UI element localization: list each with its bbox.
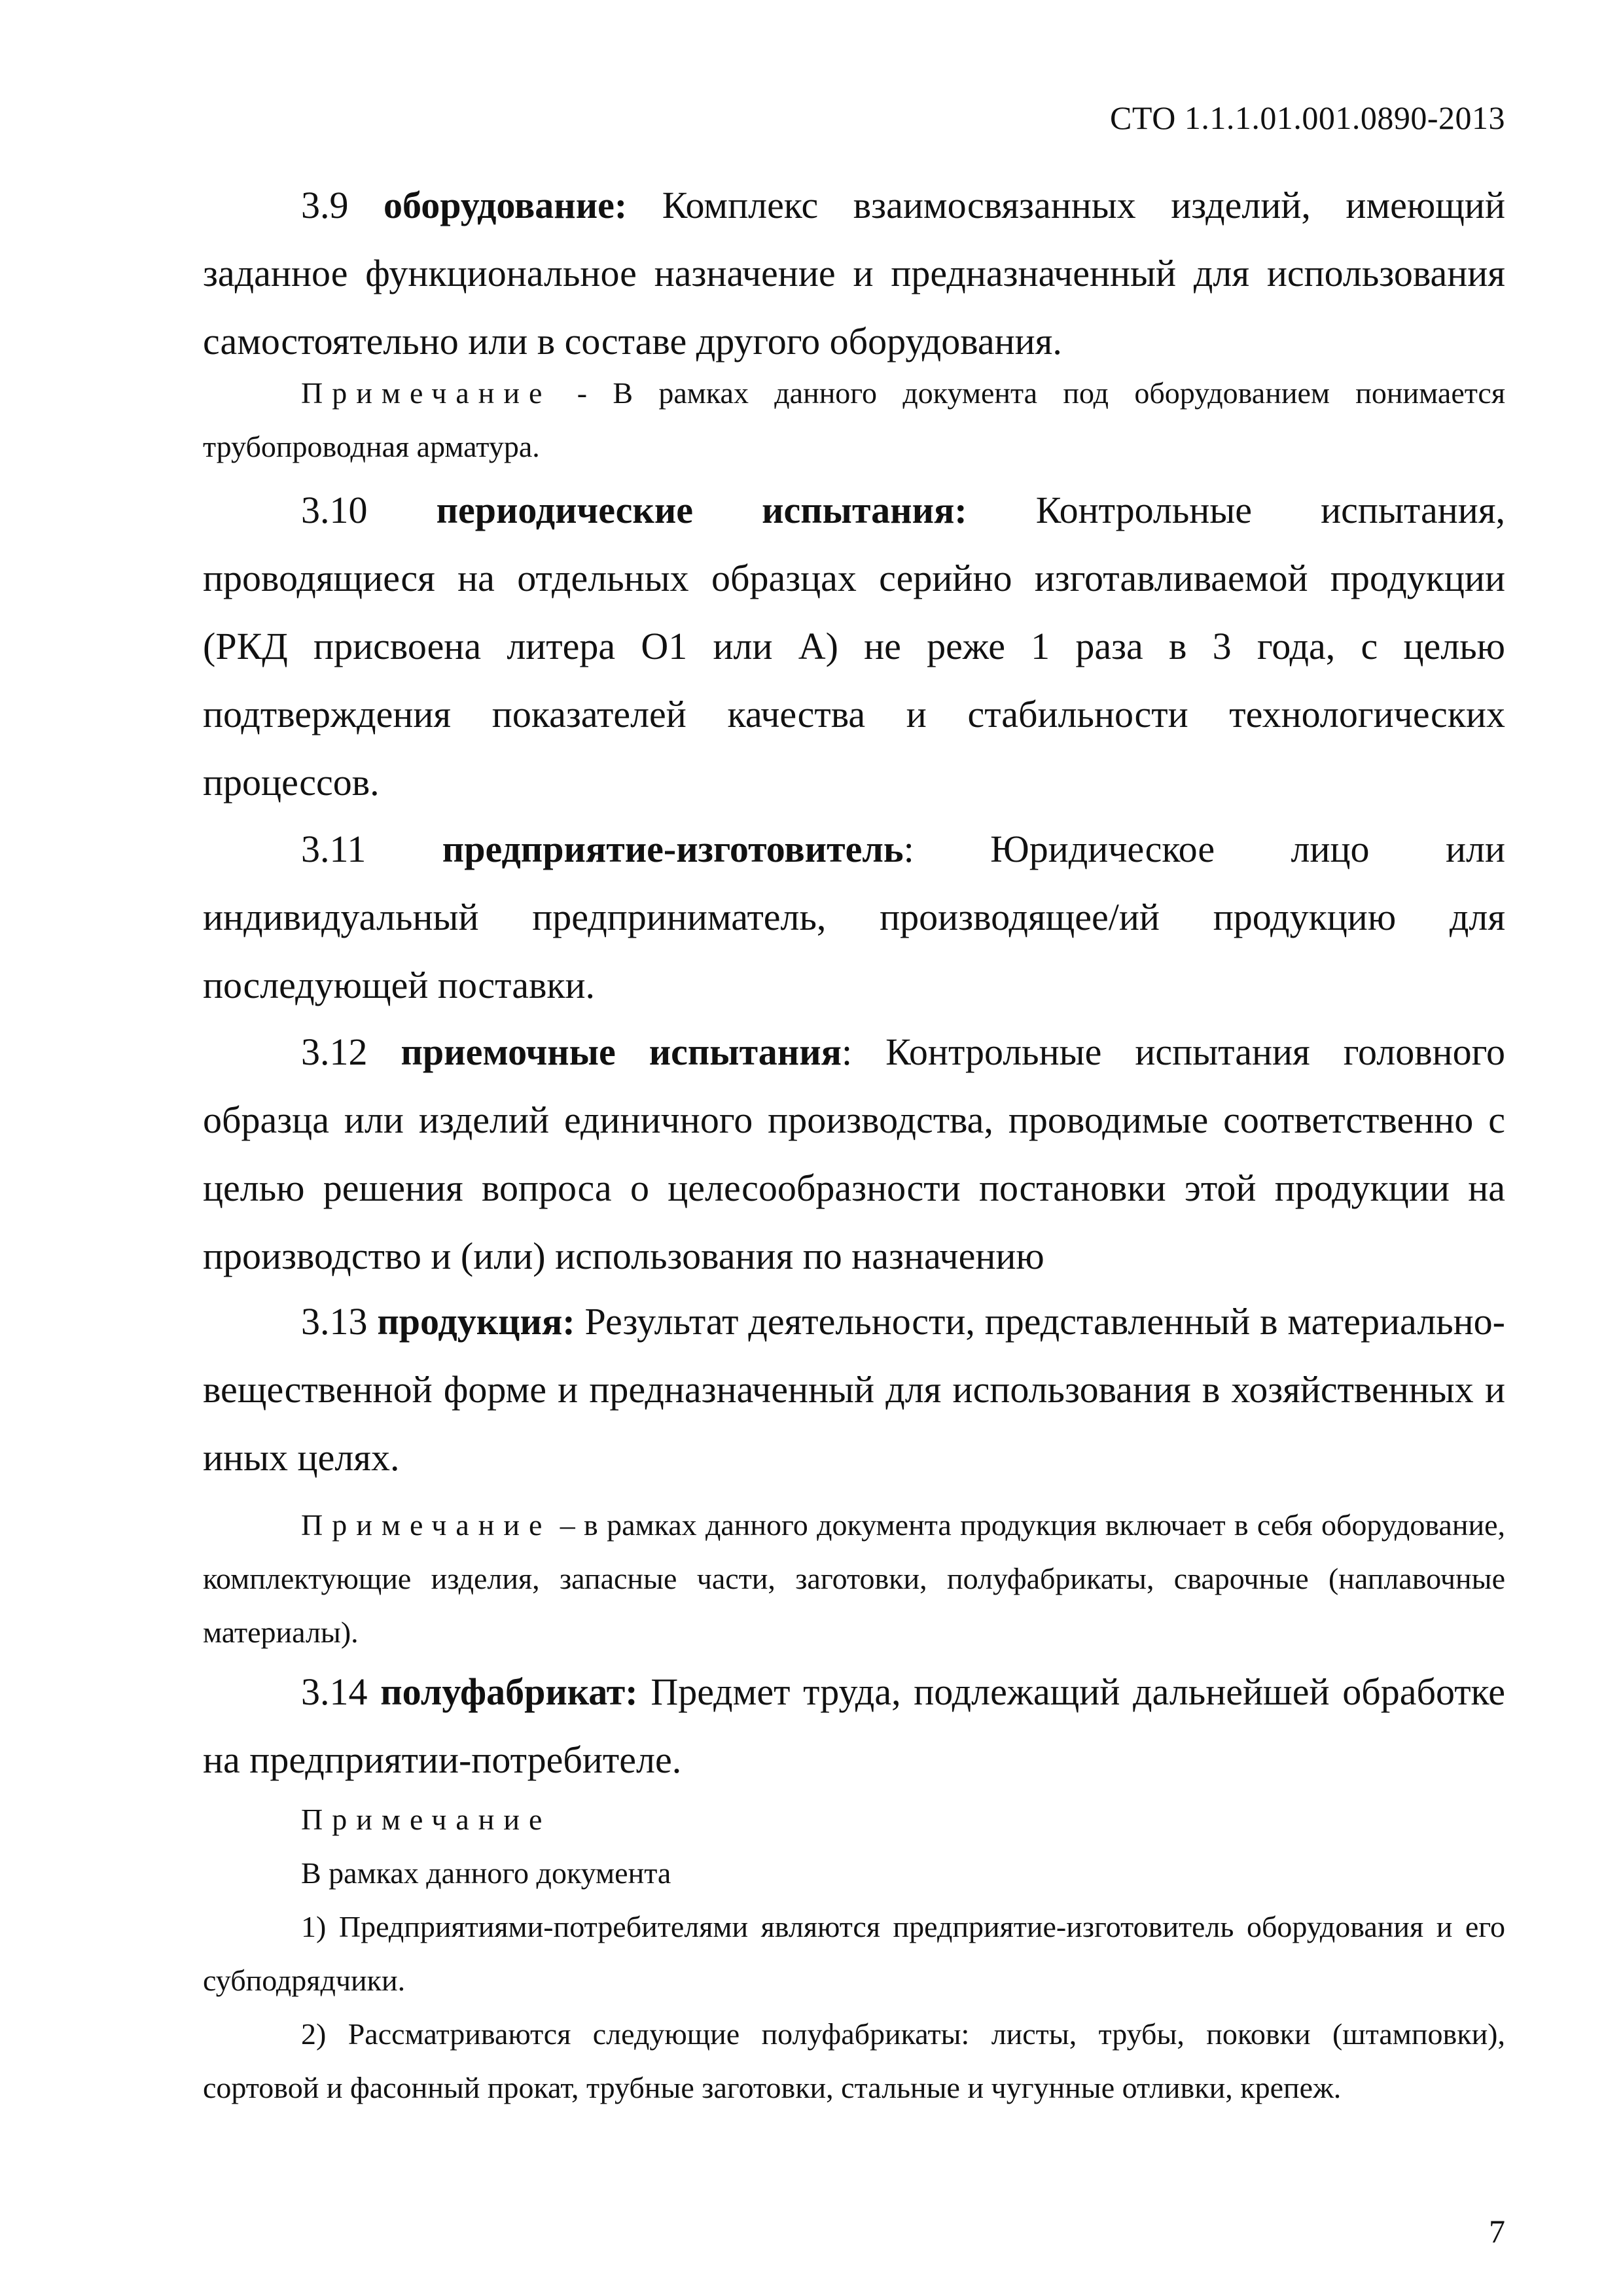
note-label: Примечание	[301, 376, 552, 410]
note-3-14-label	[203, 1793, 1505, 1846]
section-number: 3.9	[301, 184, 349, 226]
page-number: 7	[1489, 2213, 1505, 2250]
definition-text: Результат деятельности, представленный в материально-вещественной форме и предназначенный для использования в хозяйственных и иных целях.	[203, 1300, 1505, 1479]
note-3-9	[203, 366, 1505, 474]
term: полуфабрикат:	[380, 1670, 638, 1713]
section-3-12	[203, 1018, 1505, 1290]
definition-text: Комплекс взаимосвязанных изделий, имеющий заданное функциональное назначение и предназначенный для использования самостоятельно или в составе другого оборудования.	[203, 184, 1505, 362]
section-number: 3.10	[301, 489, 368, 531]
definition-text: : Контрольные испытания головного образца или изделий единичного производства, проводимые соответственно с целью решения вопроса о целесообразности постановки этой продукции на производство и (или) использования по назначению	[203, 1031, 1505, 1277]
term: периодические испытания:	[436, 489, 967, 531]
term: оборудование:	[383, 184, 628, 226]
note-3-14-item-1: 1) Предприятиями-потребителями являются предприятие-изготовитель оборудования и его субподрядчики.	[203, 1910, 1505, 1997]
note-3-13	[203, 1498, 1505, 1659]
term: приемочные испытания	[401, 1031, 842, 1073]
note-3-14-intro: В рамках данного документа	[301, 1856, 671, 1890]
definition-text: Предмет труда, подлежащий дальнейшей обработке на предприятии-потребителе.	[203, 1670, 1506, 1781]
section-3-14	[203, 1658, 1505, 1794]
document-code-header: СТО 1.1.1.01.001.0890-2013	[1110, 99, 1505, 136]
term: продукция:	[377, 1300, 575, 1343]
document-page	[203, 0, 1505, 2296]
term: предприятие-изготовитель	[442, 828, 904, 870]
section-number: 3.11	[301, 828, 366, 870]
definition-text: Контрольные испытания, проводящиеся на отдельных образцах серийно изготавливаемой продукции (РКД присвоена литера О1 или А) не реже 1 раза в 3 года, с целью подтверждения показателей качества и стабильности технологических процессов.	[203, 489, 1505, 804]
section-number: 3.13	[301, 1300, 368, 1343]
section-3-13	[203, 1288, 1505, 1492]
note-3-14-item-2: 2) Рассматриваются следующие полуфабрикаты: листы, трубы, поковки (штамповки), сортовой и фасонный прокат, трубные заготовки, стальные и чугунные отливки, крепеж.	[203, 2017, 1505, 2104]
note-text: - В рамках данного документа под оборудованием понимается трубопроводная арматура.	[203, 376, 1505, 463]
note-text: – в рамках данного документа продукция включает в себя оборудование, комплектующие изделия, запасные части, заготовки, полуфабрикаты, сварочные (наплавочные материалы).	[203, 1508, 1505, 1649]
section-3-10	[203, 476, 1505, 817]
note-label: Примечание	[301, 1803, 552, 1836]
section-number: 3.14	[301, 1670, 368, 1713]
section-number: 3.12	[301, 1031, 368, 1073]
definition-text: : Юридическое лицо или индивидуальный предприниматель, производящее/ий продукцию для последующей поставки.	[203, 828, 1505, 1006]
section-3-11	[203, 815, 1505, 1019]
section-3-9	[203, 171, 1505, 376]
note-label: Примечание	[301, 1508, 552, 1542]
